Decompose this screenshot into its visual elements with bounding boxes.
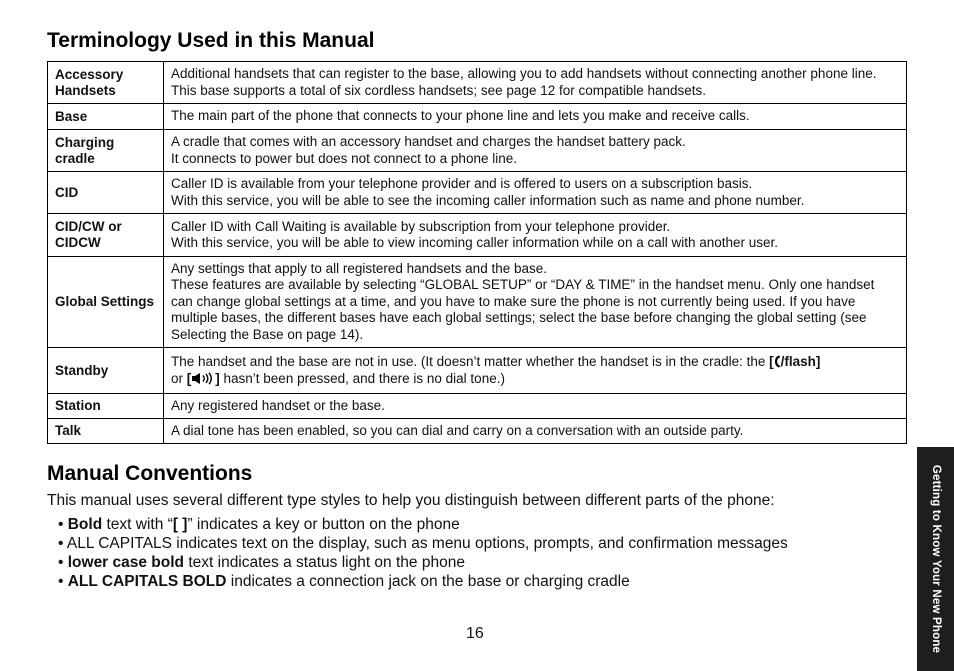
terminology-title: Terminology Used in this Manual [47, 29, 375, 52]
term-definition: Caller ID is available from your telephone provider and is offered to users on a subscription basis. With this service, you will be able to see the incoming caller information such as name and phone number. [164, 172, 907, 214]
table-row [48, 172, 907, 214]
term-definition: Any registered handset or the base. [164, 394, 907, 419]
term-definition: Additional handsets that can register to the base, allowing you to add handsets without connecting another phone line. This base supports a total of six cordless handsets; see page 12 for compatible handsets. [164, 62, 907, 104]
table-row [48, 257, 907, 348]
side-tab-label: Getting to Know Your New Phone [929, 464, 942, 654]
table-row [48, 62, 907, 104]
term-label: Global Settings [48, 257, 164, 348]
list-item: • Bold text with “[ ]” indicates a key or button on the phone [58, 516, 460, 533]
handset-icon [774, 355, 781, 368]
table-row [48, 348, 907, 394]
term-label: CID/CW or CIDCW [48, 214, 164, 257]
section-side-tab [917, 447, 954, 671]
list-item: • lower case bold text indicates a status light on the phone [58, 554, 465, 571]
term-label: Charging cradle [48, 130, 164, 172]
term-label: Accessory Handsets [48, 62, 164, 104]
terminology-table [47, 61, 907, 444]
conventions-title: Manual Conventions [47, 462, 253, 485]
table-row [48, 214, 907, 257]
term-label: Base [48, 104, 164, 130]
speaker-key-label: [ ] [186, 370, 220, 386]
flash-key-label: [ /flash] [769, 354, 821, 370]
page-number: 16 [466, 625, 484, 642]
conventions-list [58, 515, 788, 591]
term-definition: Any settings that apply to all registered handsets and the base. These features are available by selecting “GLOBAL SETUP” or “DAY & TIME” in the handset menu. Only one handset can change global settings at a time, and you have to make sure the phone is not currently being used. If you have multiple bases, the different bases have each global settings; select the base before changing the global setting (see Selecting the Base on page 14). [164, 257, 907, 348]
term-label: CID [48, 172, 164, 214]
table-row [48, 104, 907, 130]
speaker-icon [191, 372, 215, 385]
term-definition: A cradle that comes with an accessory handset and charges the handset battery pack. It connects to power but does not connect to a phone line. [164, 130, 907, 172]
term-definition: The handset and the base are not in use. (It doesn’t matter whether the handset is in the cradle: the [ /flash] or [ ] hasn’t been pressed, and there is no dial tone.) [164, 348, 907, 394]
table-row [48, 419, 907, 444]
term-label: Station [48, 394, 164, 419]
term-label: Talk [48, 419, 164, 444]
term-label: Standby [48, 348, 164, 394]
term-definition: Caller ID with Call Waiting is available by subscription from your telephone provider. With this service, you will be able to view incoming caller information while on a call with another user. [164, 214, 907, 257]
conventions-intro: This manual uses several different type styles to help you distinguish between different parts of the phone: [47, 492, 775, 509]
list-item: • ALL CAPITALS BOLD indicates a connection jack on the base or charging cradle [58, 573, 630, 590]
term-definition: A dial tone has been enabled, so you can dial and carry on a conversation with an outside party. [164, 419, 907, 444]
table-row [48, 130, 907, 172]
list-item: • ALL CAPITALS indicates text on the display, such as menu options, prompts, and confirmation messages [58, 535, 788, 552]
term-definition: The main part of the phone that connects to your phone line and lets you make and receive calls. [164, 104, 907, 130]
table-row [48, 394, 907, 419]
